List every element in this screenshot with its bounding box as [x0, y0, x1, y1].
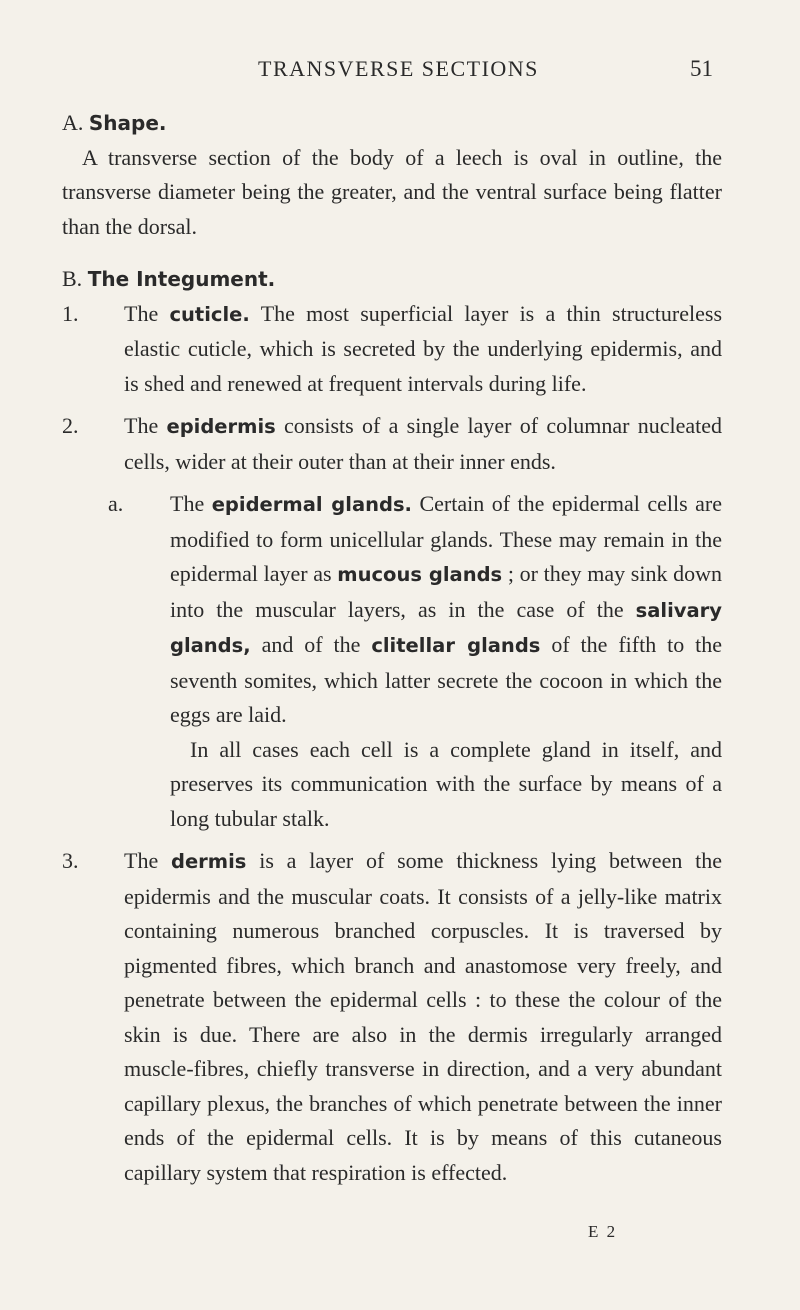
item-text: The most superficial layer is a thin structureless elastic cuticle, which is secreted by the underlying epidermis, and is shed and renewed at frequent intervals during life. — [124, 300, 723, 396]
item-number: 3. — [62, 848, 79, 873]
page-number: 51 — [690, 56, 713, 81]
section-b-title: The Integument. — [87, 267, 276, 291]
item-prefix: The — [124, 848, 159, 873]
term-epidermis: epidermis — [166, 415, 276, 438]
section-b-heading — [62, 262, 722, 297]
list-item-dermis — [62, 844, 722, 1190]
term-mucous-glands: mucous glands — [337, 563, 503, 586]
section-a-heading — [62, 106, 722, 141]
section-a-text: A transverse section of the body of a leech is oval in outline, the transverse diameter being the greater, and the ventral surface being flatter than the dorsal. — [62, 144, 722, 239]
term-clitellar-glands: clitellar glands — [371, 634, 541, 657]
subitem-prefix: The — [170, 491, 205, 516]
running-head: TRANSVERSE SECTIONS — [258, 56, 539, 81]
subitem-text-4: of the fifth to the seventh somites, which latter secrete the cocoon in which the eggs are laid. — [170, 632, 723, 727]
item-text: is a layer of some thickness lying between the epidermis and the muscular coats. It consists of a jelly-like matrix containing numerous branched corpuscles. It is traversed by pigmented fibres, which branch and anastomose very freely, and penetrate between the epidermal cells : to these the colour of the skin is due. There are also in the dermis irregularly arranged muscle-fibres, chiefly transverse in direction, and a very abundant capillary plexus, the branches of which penetrate between the inner ends of the epidermal cells. It is by means of this cutaneous capillary system that respiration is effected. — [124, 848, 722, 1185]
term-dermis: dermis — [171, 850, 247, 873]
item-prefix: The — [124, 300, 159, 326]
term-epidermal-glands: epidermal glands. — [211, 493, 412, 516]
subitem-text-2: ; or they may sink down into the muscular layers, as in the case of the — [170, 561, 723, 622]
item-number: 2. — [62, 413, 79, 438]
term-salivary-glands: salivary glands, — [170, 598, 723, 657]
section-b-letter: B. — [62, 266, 83, 291]
item-text: consists of a single layer of columnar nucleated cells, wider at their outer than at their inner ends. — [124, 413, 722, 474]
signature-mark: E 2 — [588, 1222, 618, 1241]
body-text — [62, 106, 722, 1190]
subitem-letter: a. — [108, 491, 124, 516]
subitem-text-1: Certain of the epidermal cells are modified to form unicellular glands. These may remain in the epidermal layer as — [170, 491, 723, 586]
term-cuticle: cuticle. — [169, 302, 250, 326]
item-prefix: The — [124, 413, 159, 438]
list-item-cuticle — [62, 297, 722, 402]
section-a-letter: A. — [62, 110, 84, 135]
page-header — [0, 56, 800, 96]
subitem-epidermal-glands — [62, 487, 722, 733]
section-a-title: Shape. — [88, 111, 167, 135]
subitem-paragraph-2: In all cases each cell is a complete gland in itself, and preserves its communication with the surface by means of a long tubular stalk. — [170, 736, 722, 831]
item-number: 1. — [62, 300, 79, 326]
subitem-text-3: and of the — [261, 632, 361, 657]
list-item-epidermis — [62, 409, 722, 479]
